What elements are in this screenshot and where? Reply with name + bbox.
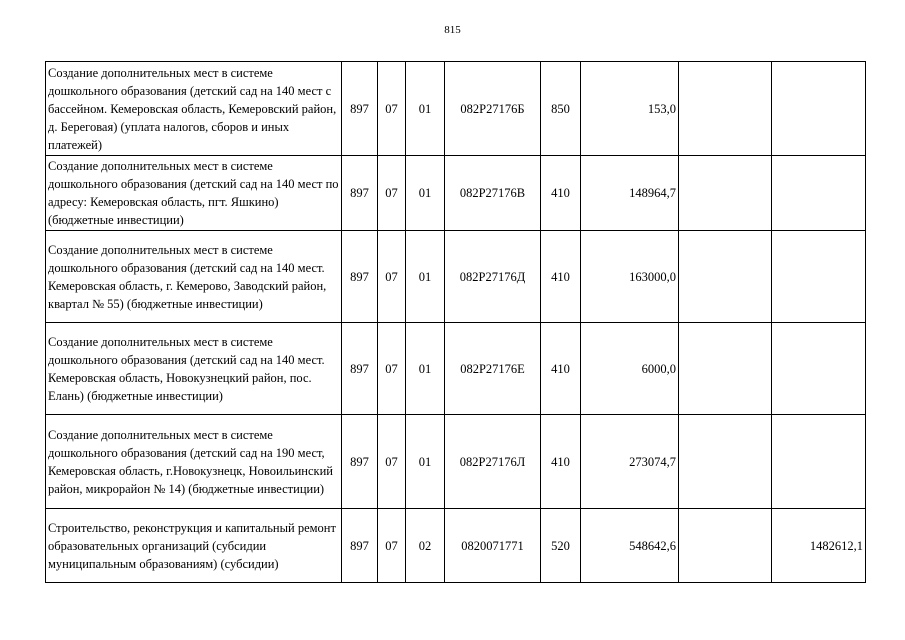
table-row xyxy=(46,62,866,156)
target-article-cell: 082Р27176Б xyxy=(445,62,541,156)
table-row xyxy=(46,415,866,509)
ministry-code-cell: 897 xyxy=(342,156,378,231)
target-article-cell: 082Р27176Л xyxy=(445,415,541,509)
ministry-code-cell: 897 xyxy=(342,415,378,509)
amount-2-cell xyxy=(679,323,772,415)
expense-name-cell: Создание дополнительных мест в системе дошкольного образования (детский сад на 190 мест, Кемеровская область, г.Новокузнецк, Новоильинский район, микрорайон № 14) (бюджетные инвестиции) xyxy=(46,415,342,509)
amount-1-cell: 163000,0 xyxy=(581,231,679,323)
amount-3-cell xyxy=(772,231,866,323)
section-code-cell: 07 xyxy=(378,509,406,583)
amount-1-cell: 148964,7 xyxy=(581,156,679,231)
amount-2-cell xyxy=(679,231,772,323)
section-code-cell: 07 xyxy=(378,62,406,156)
section-code-cell: 07 xyxy=(378,323,406,415)
amount-3-cell xyxy=(772,323,866,415)
page-number: 815 xyxy=(444,24,461,36)
section-code-cell: 07 xyxy=(378,415,406,509)
expense-type-cell: 410 xyxy=(541,156,581,231)
amount-2-cell xyxy=(679,62,772,156)
amount-1-cell: 6000,0 xyxy=(581,323,679,415)
amount-2-cell xyxy=(679,156,772,231)
subsection-code-cell: 01 xyxy=(406,323,445,415)
table-row xyxy=(46,323,866,415)
amount-1-cell: 273074,7 xyxy=(581,415,679,509)
table-row xyxy=(46,231,866,323)
table-row xyxy=(46,156,866,231)
section-code-cell: 07 xyxy=(378,231,406,323)
ministry-code-cell: 897 xyxy=(342,231,378,323)
subsection-code-cell: 01 xyxy=(406,231,445,323)
expense-type-cell: 410 xyxy=(541,323,581,415)
amount-3-cell xyxy=(772,156,866,231)
ministry-code-cell: 897 xyxy=(342,509,378,583)
expense-type-cell: 410 xyxy=(541,415,581,509)
budget-table xyxy=(45,61,866,583)
expense-name-cell: Создание дополнительных мест в системе дошкольного образования (детский сад на 140 мест. Кемеровская область, Новокузнецкий район, пос. Елань) (бюджетные инвестиции) xyxy=(46,323,342,415)
expense-type-cell: 520 xyxy=(541,509,581,583)
amount-1-cell: 548642,6 xyxy=(581,509,679,583)
expense-name-cell: Создание дополнительных мест в системе дошкольного образования (детский сад на 140 мест. Кемеровская область, г. Кемерово, Заводский район, квартал № 55) (бюджетные инвестиции) xyxy=(46,231,342,323)
subsection-code-cell: 01 xyxy=(406,62,445,156)
subsection-code-cell: 01 xyxy=(406,156,445,231)
ministry-code-cell: 897 xyxy=(342,62,378,156)
ministry-code-cell: 897 xyxy=(342,323,378,415)
amount-2-cell xyxy=(679,509,772,583)
subsection-code-cell: 01 xyxy=(406,415,445,509)
table-row xyxy=(46,509,866,583)
amount-2-cell xyxy=(679,415,772,509)
expense-name-cell: Создание дополнительных мест в системе дошкольного образования (детский сад на 140 мест с бассейном. Кемеровская область, Кемеровский район, д. Береговая) (уплата налогов, сборов и иных платежей) xyxy=(46,62,342,156)
expense-name-cell: Создание дополнительных мест в системе дошкольного образования (детский сад на 140 мест по адресу: Кемеровская область, пгт. Яшкино) (бюджетные инвестиции) xyxy=(46,156,342,231)
target-article-cell: 082Р27176Д xyxy=(445,231,541,323)
subsection-code-cell: 02 xyxy=(406,509,445,583)
amount-3-cell xyxy=(772,415,866,509)
target-article-cell: 082Р27176В xyxy=(445,156,541,231)
expense-type-cell: 850 xyxy=(541,62,581,156)
target-article-cell: 082Р27176Е xyxy=(445,323,541,415)
expense-name-cell: Строительство, реконструкция и капитальный ремонт образовательных организаций (субсидии муниципальным образованиям) (субсидии) xyxy=(46,509,342,583)
section-code-cell: 07 xyxy=(378,156,406,231)
expense-type-cell: 410 xyxy=(541,231,581,323)
amount-3-cell: 1482612,1 xyxy=(772,509,866,583)
amount-3-cell xyxy=(772,62,866,156)
target-article-cell: 0820071771 xyxy=(445,509,541,583)
amount-1-cell: 153,0 xyxy=(581,62,679,156)
